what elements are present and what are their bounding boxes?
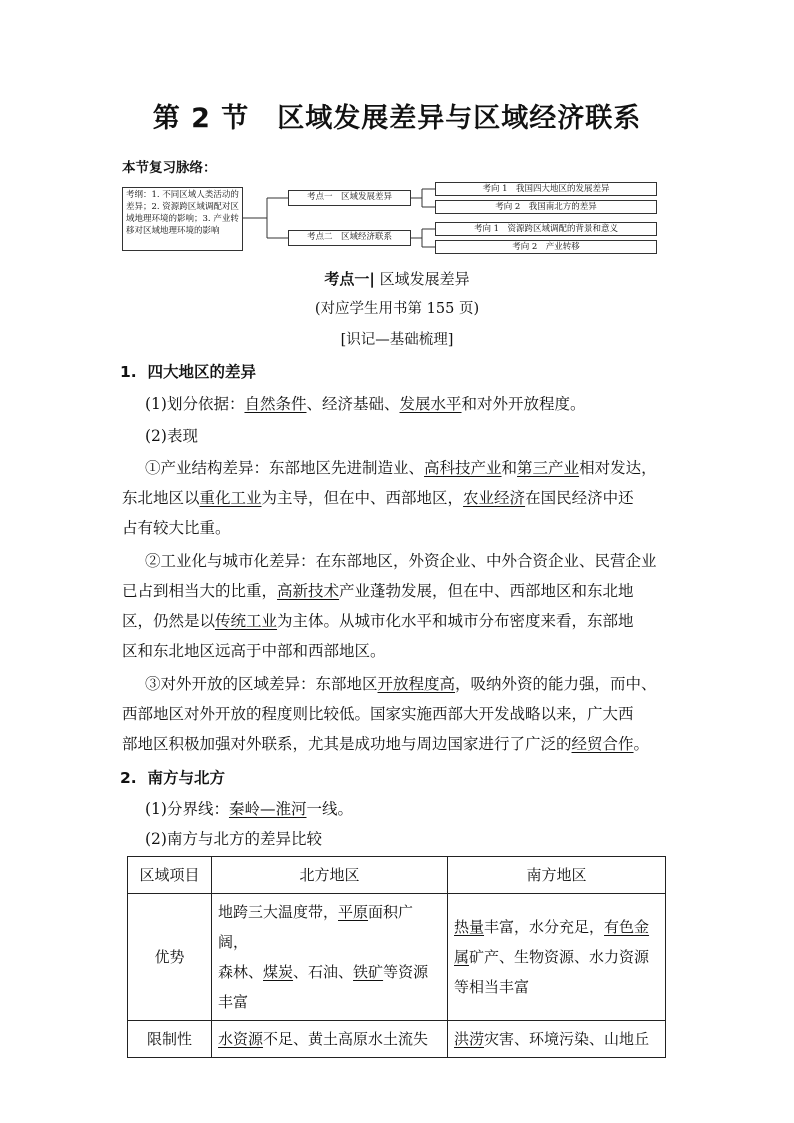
table-cell-south-advantage: 热量丰富，水分充足，有色金 属矿产、生物资源、水力资源 等相当丰富 [448,894,666,1021]
table-cell-north-limit: 水资源不足、黄土高原水土流失 [212,1021,448,1058]
mind-map-root-line: 考纲：1. 不同区域人类活动的 [126,190,239,200]
paragraph-industry-line: 东北地区以重化工业为主导，但在中、西部地区，农业经济在国民经济中还 [122,489,634,507]
mind-map-root [122,187,243,251]
paragraph-industry-line: ①产业结构差异：东部地区先进制造业、高科技产业和第三产业相对发达， [145,459,657,477]
book-page-reference: (对应学生用书第 155 页) [314,301,480,317]
table-row [128,1021,666,1058]
mind-map-kaodian-1: 考点一 区域发展差异 [288,190,411,206]
mind-map-kaoxiang-2-2: 考向 2 产业转移 [435,240,657,254]
table-header: 区域项目 [128,857,212,894]
table-row-label: 优势 [128,894,212,1021]
paragraph-manifestation: (2)表现 [145,427,198,445]
table-header: 南方地区 [448,857,666,894]
paragraph-opening-line: ③对外开放的区域差异：东部地区开放程度高，吸纳外资的能力强，而中、 [145,675,657,693]
heading-south-north: 2. 南方与北方 [120,769,225,787]
mind-map-kaoxiang-2-1: 考向 1 资源跨区域调配的背景和意义 [435,222,657,236]
paragraph-comparison-title: (2)南方与北方的差异比较 [145,830,322,848]
mind-map-kaoxiang-1-2: 考向 2 我国南北方的差异 [435,200,657,214]
paragraph-opening-line: 部地区积极加强对外联系，尤其是成功地与周边国家进行了广泛的经贸合作。 [122,735,650,753]
paragraph-industrialization-line: 区和东北地区远高于中部和西部地区。 [122,642,386,660]
mind-map-root-line: 差异；2. 资源跨区域调配对区 [126,202,239,212]
paragraph-industrialization-line: 已占到相当大的比重，高新技术产业蓬勃发展，但在中、西部地区和东北地 [122,582,634,600]
table-row [128,894,666,1021]
section-heading: 考点一| 区域发展差异 [324,270,470,288]
outline-label: 本节复习脉络： [122,160,217,176]
table-row-label: 限制性 [128,1021,212,1058]
review-tag: [识记—基础梳理] [340,332,454,348]
paragraph-industry-line: 占有较大比重。 [122,519,231,537]
paragraph-industrialization-line: ②工业化与城市化差异：在东部地区，外资企业、中外合资企业、民营企业 [145,552,657,570]
table-cell-north-advantage: 地跨三大温度带，平原面积广阔， 森林、煤炭、石油、铁矿等资源 丰富 [212,894,448,1021]
table-header-row [128,857,666,894]
comparison-table [127,856,666,1058]
heading-four-regions: 1. 四大地区的差异 [120,363,256,381]
mind-map-kaodian-2: 考点二 区域经济联系 [288,230,411,246]
paragraph-industrialization-line: 区，仍然是以传统工业为主体。从城市化水平和城市分布密度来看，东部地 [122,612,634,630]
mind-map-kaoxiang-1-1: 考向 1 我国四大地区的发展差异 [435,182,657,196]
paragraph-opening-line: 西部地区对外开放的程度则比较低。国家实施西部大开发战略以来，广大西 [122,705,634,723]
table-cell-south-limit: 洪涝灾害、环境污染、山地丘 [448,1021,666,1058]
paragraph-division-basis: (1)划分依据：自然条件、经济基础、发展水平和对外开放程度。 [145,395,586,413]
mind-map-root-line: 移对区域地理环境的影响 [126,226,220,236]
mind-map-root-line: 域地理环境的影响；3. 产业转 [126,214,239,224]
mind-map [122,180,662,256]
table-header: 北方地区 [212,857,448,894]
paragraph-boundary: (1)分界线：秦岭—淮河一线。 [145,800,353,818]
page-title: 第 2 节 区域发展差异与区域经济联系 [152,103,642,134]
